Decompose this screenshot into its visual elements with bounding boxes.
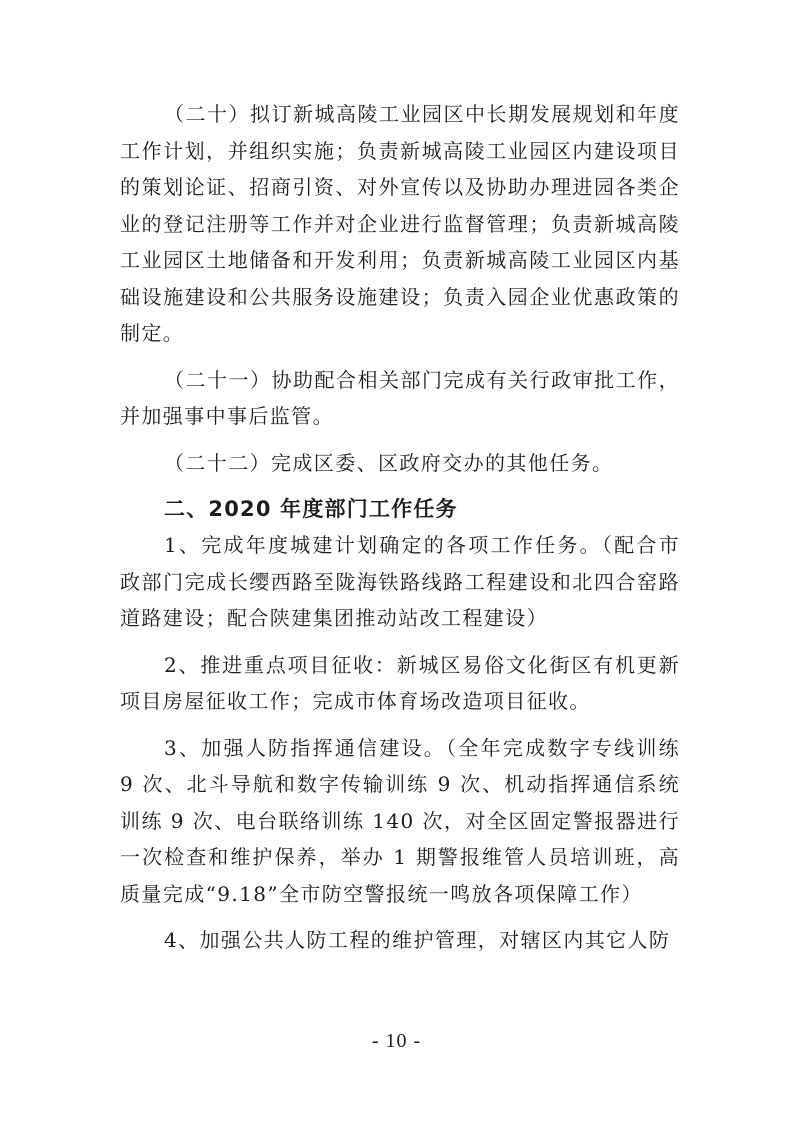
task-paragraph-4: 4、加强公共人防工程的维护管理，对辖区内其它人防	[164, 928, 671, 952]
paragraph-item-22: （二十二）完成区委、区政府交办的其他任务。	[164, 450, 614, 475]
document-body	[120, 96, 680, 959]
task-paragraph-1: 1、完成年度城建计划确定的各项工作任务。（配合市政部门完成长缨西路至陇海铁路线路工程建设和北四合窑路道路建设；配合陕建集团推动站改工程建设）	[120, 533, 680, 630]
task-paragraph-2: 2、推进重点项目征收：新城区易俗文化街区有机更新项目房屋征收工作；完成市体育场改造项目征收。	[120, 652, 680, 713]
paragraph-item-20: （二十）拟订新城高陵工业园区中长期发展规划和年度工作计划，并组织实施；负责新城高陵工业园区内建设项目的策划论证、招商引资、对外宣传以及协助办理进园各类企业的登记注册等工作并对企业进行监督管理；负责新城高陵工业园区土地储备和开发利用；负责新城高陵工业园区内基础设施建设和公共服务设施建设；负责入园企业优惠政策的制定。	[120, 102, 680, 345]
task-paragraph-3: 3、加强人防指挥通信建设。（全年完成数字专线训练 9 次、北斗导航和数字传输训练 9 次、机动指挥通信系统训练 9 次、电台联络训练 140 次，对全区固定警报器进行一次检查和维护保养，举办 1 期警报维管人员培训班，高质量完成“9.18”全市防空警报统一鸣放各项保障工作）	[120, 735, 680, 906]
paragraph-item-21: （二十一）协助配合相关部门完成有关行政审批工作，并加强事中事后监管。	[120, 367, 680, 428]
page-number: - 10 -	[371, 1030, 422, 1052]
section-heading: 二、2020 年度部门工作任务	[164, 497, 458, 521]
